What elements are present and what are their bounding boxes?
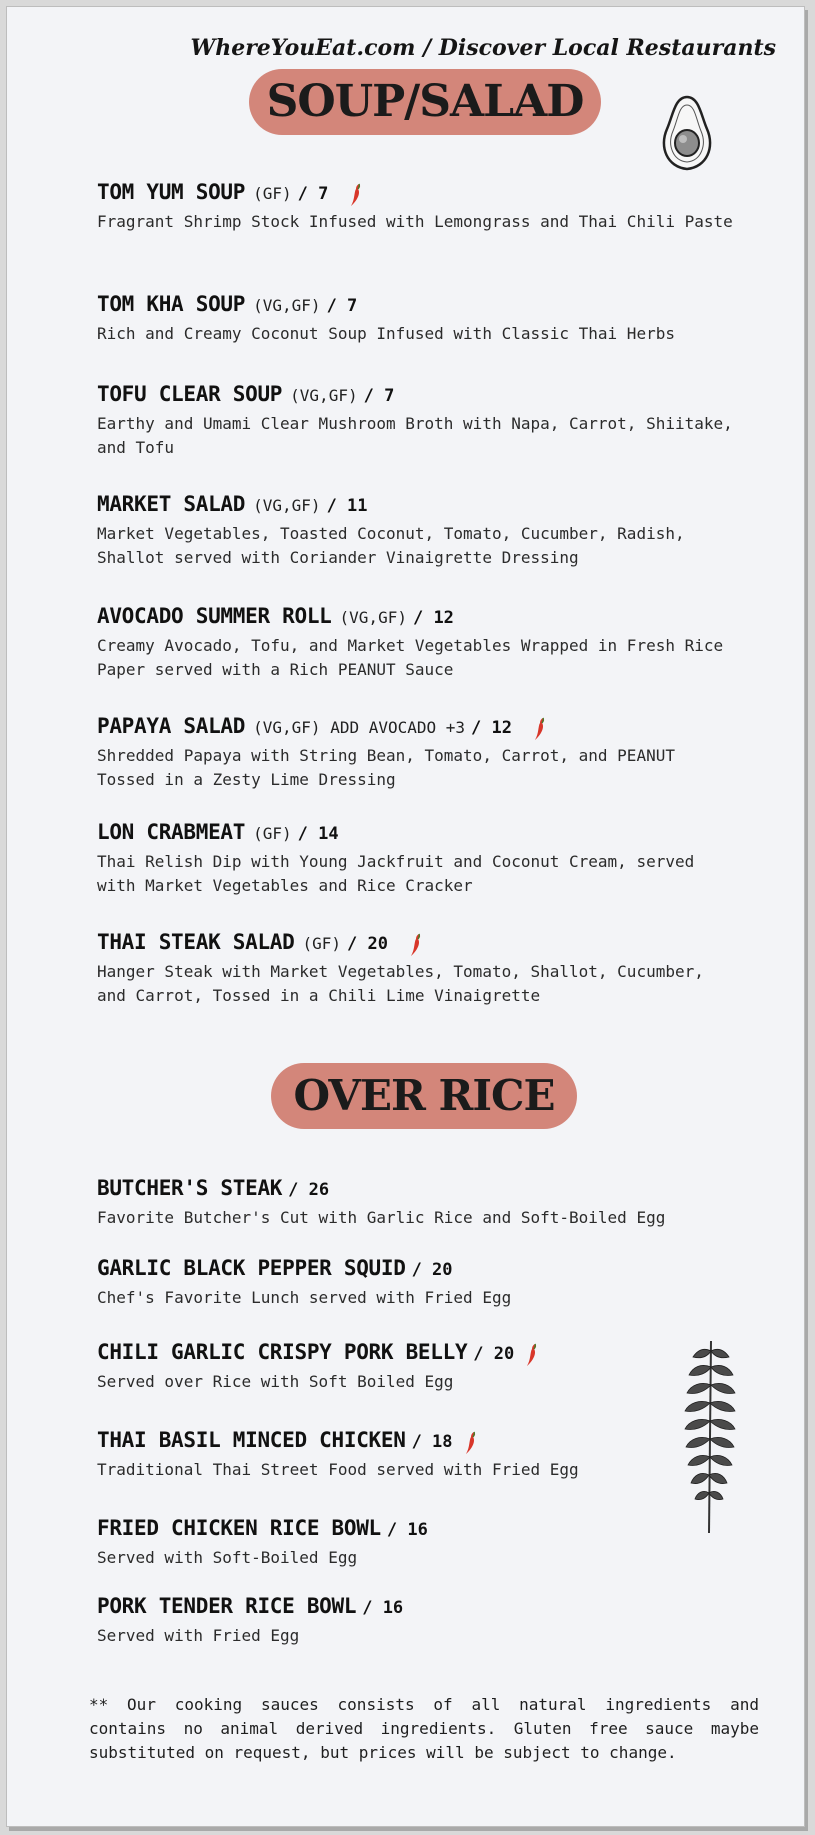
- item-name: PORK TENDER RICE BOWL: [97, 1594, 357, 1618]
- item-description: Earthy and Umami Clear Mushroom Broth with Napa, Carrot, Shiitake, and Tofu: [97, 414, 733, 457]
- item-description: Rich and Creamy Coconut Soup Infused with Classic Thai Herbs: [97, 324, 675, 343]
- item-name: FRIED CHICKEN RICE BOWL: [97, 1516, 381, 1540]
- item-tags: (GF): [253, 184, 292, 203]
- item-name: BUTCHER'S STEAK: [97, 1176, 283, 1200]
- item-tags: (VG,GF): [253, 296, 321, 315]
- avocado-icon: [657, 93, 717, 173]
- item-tags: (GF): [302, 934, 342, 953]
- item-description: Chef's Favorite Lunch served with Fried Egg: [97, 1288, 512, 1307]
- menu-item: [97, 381, 737, 460]
- item-name: TOFU CLEAR SOUP: [97, 382, 283, 406]
- item-price: / 16: [362, 1598, 404, 1618]
- item-price: / 14: [297, 824, 339, 844]
- item-price: / 12: [412, 608, 454, 628]
- item-description: Hanger Steak with Market Vegetables, Tomato, Shallot, Cucumber, and Carrot, Tossed in a Chili Lime Vinaigrette: [97, 962, 704, 1005]
- rosemary-sprig-icon: [675, 1337, 745, 1537]
- item-description: Traditional Thai Street Food served with Fried Egg: [97, 1460, 579, 1479]
- item-tags: (VG,GF) ADD AVOCADO +3: [253, 718, 466, 737]
- item-description: Served over Rice with Soft Boiled Egg: [97, 1372, 454, 1391]
- item-price: / 20: [473, 1344, 515, 1364]
- item-description: Favorite Butcher's Cut with Garlic Rice and Soft-Boiled Egg: [97, 1208, 666, 1227]
- menu-item: [97, 1515, 737, 1570]
- chili-pepper-icon: [463, 1431, 479, 1455]
- item-price: / 12: [471, 718, 512, 738]
- chili-pepper-icon: [524, 1343, 540, 1367]
- item-description: Creamy Avocado, Tofu, and Market Vegetables Wrapped in Fresh Rice Paper served with a Rich PEANUT Sauce: [97, 636, 724, 679]
- menu-item: [97, 1339, 737, 1394]
- item-description: Served with Soft-Boiled Egg: [97, 1548, 358, 1567]
- menu-item: [97, 1175, 737, 1230]
- item-tags: (GF): [253, 824, 292, 843]
- item-name: THAI BASIL MINCED CHICKEN: [97, 1428, 406, 1452]
- item-price: / 18: [411, 1432, 453, 1452]
- item-price: / 7: [297, 184, 329, 204]
- menu-item: [97, 1593, 737, 1648]
- item-description: Fragrant Shrimp Stock Infused with Lemongrass and Thai Chili Paste: [97, 212, 733, 231]
- item-description: Market Vegetables, Toasted Coconut, Tomato, Cucumber, Radish, Shallot served with Coriander Vinaigrette Dressing: [97, 524, 685, 567]
- menu-item: [97, 603, 737, 682]
- site-watermark: WhereYouEat.com / Discover Local Restaurants: [190, 35, 776, 61]
- menu-item: [97, 291, 737, 346]
- item-tags: (VG,GF): [290, 386, 358, 405]
- item-description: Thai Relish Dip with Young Jackfruit and Coconut Cream, served with Market Vegetables and Rice Cracker: [97, 852, 695, 895]
- sauce-footnote: ** Our cooking sauces consists of all natural ingredients and contains no animal derived ingredients. Gluten free sauce maybe substituted on request, but prices will be subject to change.: [89, 1695, 759, 1762]
- item-name: LON CRABMEAT: [97, 820, 246, 844]
- item-price: / 7: [326, 296, 358, 316]
- chili-pepper-icon: [408, 933, 424, 957]
- item-price: / 7: [363, 386, 395, 406]
- item-name: AVOCADO SUMMER ROLL: [97, 604, 332, 628]
- item-name: CHILI GARLIC CRISPY PORK BELLY: [97, 1340, 468, 1364]
- menu-item: [97, 491, 737, 570]
- item-name: PAPAYA SALAD: [97, 714, 246, 738]
- item-price: / 20: [347, 934, 388, 954]
- item-price: / 26: [288, 1180, 330, 1200]
- section-title-over-rice: OVER RICE: [271, 1063, 577, 1129]
- chili-pepper-icon: [348, 183, 364, 207]
- menu-item: [97, 179, 737, 234]
- menu-item: [97, 1427, 737, 1482]
- item-price: / 16: [386, 1520, 428, 1540]
- item-tags: (VG,GF): [339, 608, 407, 627]
- item-name: TOM KHA SOUP: [97, 292, 246, 316]
- item-name: GARLIC BLACK PEPPER SQUID: [97, 1256, 406, 1280]
- menu-item: [97, 929, 737, 1008]
- section-title-soup-salad: SOUP/SALAD: [249, 69, 601, 135]
- item-price: / 11: [326, 496, 368, 516]
- item-price: / 20: [411, 1260, 453, 1280]
- item-tags: (VG,GF): [253, 496, 321, 515]
- item-name: TOM YUM SOUP: [97, 180, 246, 204]
- menu-item: [97, 1255, 737, 1310]
- menu-page: [6, 6, 805, 1827]
- item-name: THAI STEAK SALAD: [97, 930, 295, 954]
- item-description: Served with Fried Egg: [97, 1626, 300, 1645]
- item-description: Shredded Papaya with String Bean, Tomato, Carrot, and PEANUT Tossed in a Zesty Lime Dressing: [97, 746, 675, 789]
- menu-item: [97, 819, 737, 898]
- item-name: MARKET SALAD: [97, 492, 246, 516]
- menu-item: [97, 713, 737, 792]
- chili-pepper-icon: [532, 717, 548, 741]
